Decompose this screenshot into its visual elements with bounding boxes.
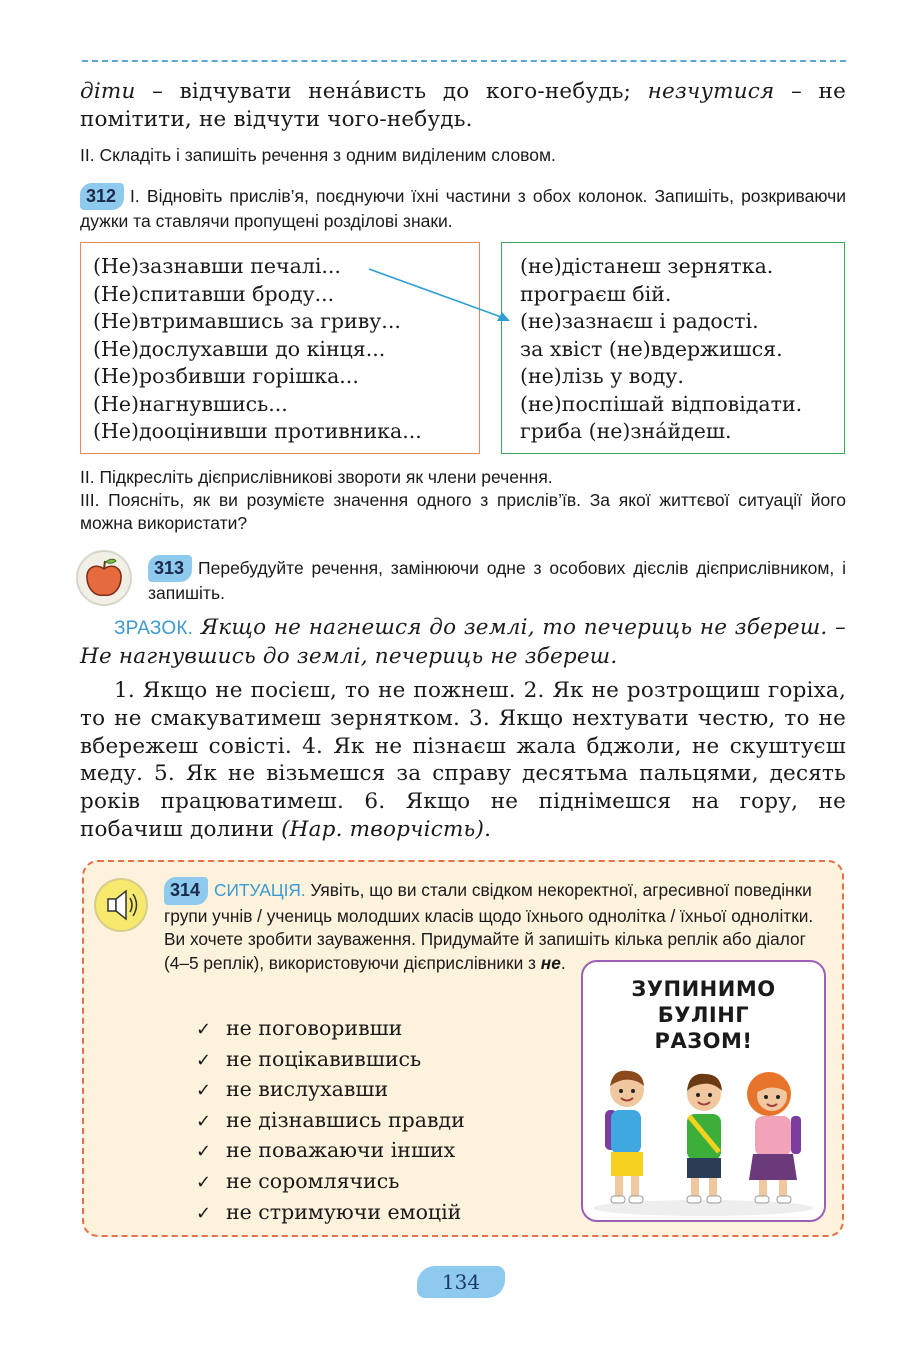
exercise-312-task-3: III. Поясніть, як ви розумієте значення одного з прислів’їв. За якої життєвої ситуації його можна використати? xyxy=(80,490,846,533)
checkmark-icon: ✓ xyxy=(196,1202,212,1224)
situation-emphasis: не xyxy=(540,952,561,973)
checkmark-icon: ✓ xyxy=(196,1171,212,1193)
definition-1: – відчувати нена́висть до кого-небудь; xyxy=(135,79,648,104)
page-number: 134 xyxy=(417,1266,505,1298)
exercise-314-badge: 314 xyxy=(164,877,208,905)
situation-text-end: . xyxy=(560,952,566,973)
situation-title: СИТУАЦІЯ. xyxy=(214,880,306,900)
exercise-313-instruction xyxy=(148,555,846,605)
sample-label: ЗРАЗОК. xyxy=(114,618,194,639)
checklist-item xyxy=(196,1136,465,1167)
anti-bullying-poster xyxy=(581,960,826,1222)
right-proverb-item: за хвіст (не)вдержишся. xyxy=(520,336,783,361)
right-proverb-item: (не)поспішай відповідати. xyxy=(520,391,803,416)
sentences-end: . xyxy=(484,816,492,842)
sentences-text: 1. Якщо не посієш, то не пожнеш. 2. Як не розтрощиш горіха, то не смакуватимеш зернятком. 3. Якщо нехтувати честю, то не вбережеш совісті. 4. Як не пізнаєш жала бджоли, не скуштуєш меду. 5. Як не візьмешся за справу десятьма пальцями, десять років працюватимеш. 6. Якщо не піднімешся на гору, не побачиш долини xyxy=(80,678,846,842)
checklist-item-text: не стримуючи емоцій xyxy=(226,1199,462,1224)
checkmark-icon: ✓ xyxy=(196,1110,212,1132)
right-proverb-item: (не)зазнаєш і радості. xyxy=(520,309,759,333)
exercise-312-badge: 312 xyxy=(80,183,124,210)
exercise-313-sentences xyxy=(80,677,846,844)
participle-checklist xyxy=(196,1014,465,1228)
intro-task-2: II. Складіть і запишіть речення з одним виділеним словом. xyxy=(80,145,556,165)
boy-middle-figure xyxy=(687,1074,722,1203)
checklist-item xyxy=(196,1198,465,1229)
left-proverb-item: (Не)втримавшись за гриву... xyxy=(93,309,401,333)
exercise-313-text: Перебудуйте речення, замінюючи одне з особових дієслів дієприслівником, і запишіть. xyxy=(148,558,846,603)
left-proverb-item: (Не)дооцінивши противника... xyxy=(93,419,422,443)
exercise-312-instruction xyxy=(80,183,846,233)
definition-2: – не помітити, не відчути чого-небудь. xyxy=(80,79,846,132)
checkmark-icon: ✓ xyxy=(196,1141,212,1163)
left-proverb-item: (Не)нагнувшись... xyxy=(93,391,288,416)
speaker-icon xyxy=(94,878,148,932)
right-proverb-item: гриба (не)зна́йдеш. xyxy=(520,419,732,443)
checklist-item xyxy=(196,1014,465,1045)
exercise-313-sample xyxy=(80,614,846,671)
intro-definitions xyxy=(80,78,846,134)
left-proverb-item: (Не)зазнавши печалі... xyxy=(93,254,341,278)
top-dashed-divider xyxy=(82,60,846,62)
checklist-item-text: не дізнавшись правди xyxy=(226,1107,465,1132)
poster-slogan xyxy=(583,976,824,1054)
exercise-312-text: I. Відновіть прислів’я, поєднуючи їхні частини з обох колонок. Запишіть, розкриваючи дужки та ставлячи пропущені розділові знаки. xyxy=(80,186,846,231)
poster-line: ЗУПИНИМО xyxy=(631,977,776,1001)
checklist-item xyxy=(196,1106,465,1137)
matching-arrow xyxy=(360,260,520,330)
checkmark-icon: ✓ xyxy=(196,1049,212,1071)
girl-right-figure xyxy=(747,1072,801,1203)
left-proverb-item: (Не)розбивши горішка... xyxy=(93,364,359,388)
checklist-item xyxy=(196,1075,465,1106)
right-proverb-item: (не)дістанеш зернятка. xyxy=(520,254,774,278)
situation-text: Уявіть, що ви стали свідком некоректної, агресивної поведінки групи учнів / учениць молодших класів щодо їхнього однолітка / їхньої однолітки. Ви хочете зробити зауваження. Придумайте й запишіть кілька реплік або діалог (4–5 реплік), використовуючи дієприслівники з xyxy=(164,880,814,973)
poster-line: РАЗОМ! xyxy=(654,1029,753,1053)
left-proverb-item: (Не)спитавши броду... xyxy=(93,281,335,306)
defined-word-2: незчутися xyxy=(647,79,775,104)
sample-text: Якщо не нагнешся до землі, то печериць не збереш. – Не нагнувшись до землі, печериць не збереш. xyxy=(80,615,846,669)
checklist-item-text: не поговоривши xyxy=(226,1016,403,1040)
checkmark-icon: ✓ xyxy=(196,1019,212,1040)
checklist-item-text: не поцікавившись xyxy=(226,1046,422,1071)
checklist-item xyxy=(196,1167,465,1198)
exercise-313-badge: 313 xyxy=(148,555,192,582)
checklist-item xyxy=(196,1045,465,1076)
checklist-item-text: не поважаючи інших xyxy=(226,1138,456,1163)
proverb-endings-box xyxy=(501,242,845,454)
checklist-item-text: не вислухавши xyxy=(226,1077,389,1102)
right-proverb-item: програєш бій. xyxy=(520,281,672,306)
poster-line: БУЛІНГ xyxy=(657,1003,750,1027)
apple-icon xyxy=(76,550,132,606)
left-proverb-item: (Не)дослухавши до кінця... xyxy=(93,336,386,361)
checkmark-icon: ✓ xyxy=(196,1080,212,1102)
exercise-312-task-2: II. Підкресліть дієприслівникові звороти як члени речення. xyxy=(80,467,553,487)
defined-word-1: діти xyxy=(80,79,136,104)
right-proverb-item: (не)лізь у воду. xyxy=(520,364,684,388)
checklist-item-text: не соромлячись xyxy=(226,1168,400,1193)
children-illustration xyxy=(583,1058,824,1222)
sentences-source: (Нар. творчість) xyxy=(274,816,485,842)
boy-left-figure xyxy=(605,1071,644,1203)
